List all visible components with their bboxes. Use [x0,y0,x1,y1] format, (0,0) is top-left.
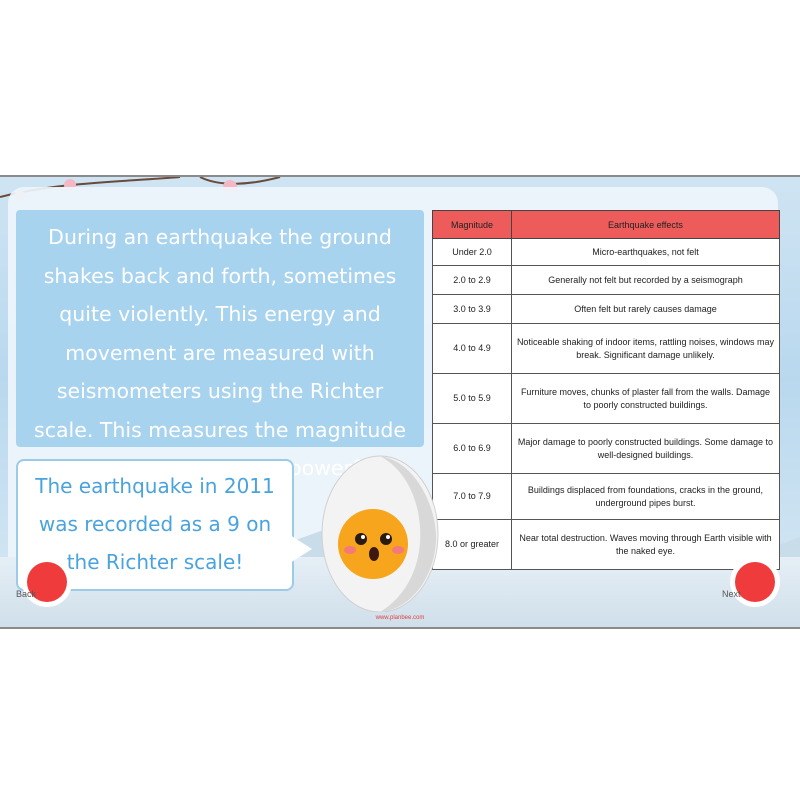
egg-character-icon [318,442,443,612]
header-effects: Earthquake effects [512,211,780,239]
table-row [433,324,780,374]
next-button[interactable] [735,562,775,602]
effect-cell: Noticeable shaking of indoor items, rattling noises, windows may break. Significant damage unlikely. [512,324,780,374]
magnitude-cell: 3.0 to 3.9 [433,295,512,324]
back-label[interactable]: Back [16,589,37,599]
effect-cell: Furniture moves, chunks of plaster fall from the walls. Damage to poorly constructed buildings. [512,374,780,424]
magnitude-cell: 2.0 to 2.9 [433,266,512,295]
main-info-text: During an earthquake the ground shakes back and forth, sometimes quite violently. This energy and movement are measured with seismometers using the Richter scale. This measures the magnitude powerful [34,225,406,480]
effect-cell: Major damage to poorly constructed buildings. Some damage to well-designed buildings. [512,424,780,474]
effect-cell: Buildings displaced from foundations, cracks in the ground, underground pipes burst. [512,474,780,520]
magnitude-cell: 6.0 to 6.9 [433,424,512,474]
magnitude-cell: 4.0 to 4.9 [433,324,512,374]
table-row [433,266,780,295]
effect-cell: Micro-earthquakes, not felt [512,239,780,266]
table-row [433,295,780,324]
table-row [433,374,780,424]
magnitude-cell: 5.0 to 5.9 [433,374,512,424]
fact-callout-text: The earthquake in 2011 was recorded as a 9 on the Richter scale! [35,474,275,574]
table-row [433,520,780,570]
footer-url: www.planbee.com [375,615,425,621]
callout-tail [290,535,312,563]
table-header-row [433,211,780,239]
effect-cell: Often felt but rarely causes damage [512,295,780,324]
magnitude-cell: Under 2.0 [433,239,512,266]
table-row [433,474,780,520]
effect-cell: Generally not felt but recorded by a seismograph [512,266,780,295]
next-label[interactable]: Next [722,589,741,599]
richter-table [432,210,780,570]
magnitude-cell: 8.0 or greater [433,520,512,570]
table-row [433,424,780,474]
table-row [433,239,780,266]
magnitude-cell: 7.0 to 7.9 [433,474,512,520]
effect-cell: Near total destruction. Waves moving through Earth visible with the naked eye. [512,520,780,570]
slide [0,175,800,629]
header-magnitude: Magnitude [433,211,512,239]
main-info-box [16,210,424,480]
